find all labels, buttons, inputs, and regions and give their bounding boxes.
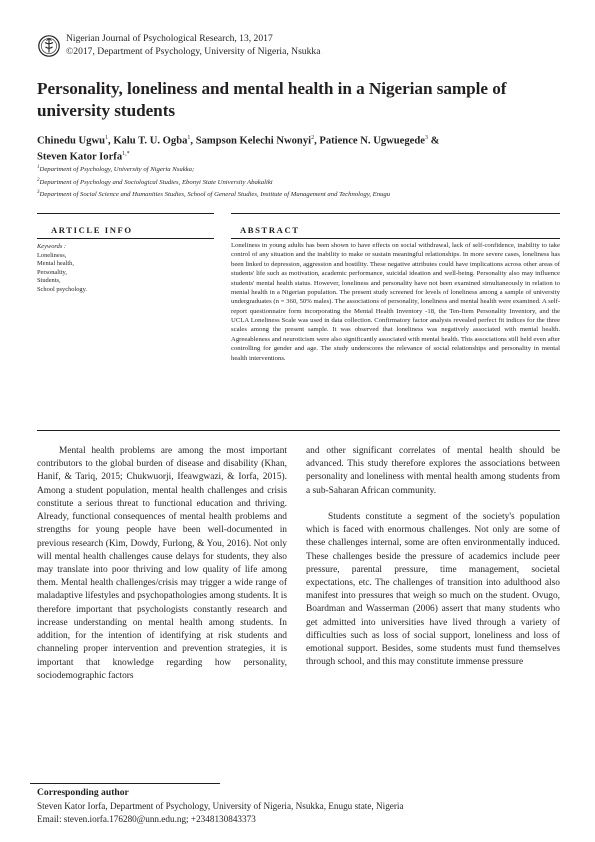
author-affiliation-mark: 1,* (122, 151, 130, 158)
affiliation-text: Department of Psychology, University of Nigeria Nsukka; (39, 166, 195, 174)
affiliation-text: Department of Psychology and Sociological Studies, Ebonyi State University Abakaliki (39, 178, 273, 186)
affiliation-mark: 1 (37, 165, 40, 170)
author-separator: , (314, 135, 320, 147)
author-separator: & (427, 135, 440, 147)
body-paragraph: Mental health problems are among the most important contributors to the global burden of disease and disability (Khan, Hanif, & Tariq, 2015; Chukwuorji, Ifeawgwazi, & Iorfa, 2015). Among a student population, mental health challenges and crisis constitute a serious threat to functional education and thriving. Already, functional consequences of mental health problems and strengths for young people have been well-documented in previous research (Kim, Dowdy, Furlong, & You, 2016). Not only will mental health challenges cause delays for students, they also may translate into poor thriving and low quality of life among them. Mental health challenges/crisis may trigger a wide range of maladaptive lifestyles and psychopathologies among students. It is therefore important that psychologists constantly research and increase understanding on mental health among students. In addition, for the intention of identifying at risk students and channeling proper intervention and prevention strategies, it is important that knowledge regarding how personality, sociodemographic factors (37, 446, 287, 681)
keyword: Mental health, (37, 260, 74, 268)
divider (231, 238, 560, 239)
corresponding-author-details (37, 800, 404, 825)
keyword: Loneliness, (37, 251, 67, 259)
author-affiliation-mark: 1 (187, 135, 191, 141)
affiliation-mark: 2 (37, 177, 40, 183)
author-list (37, 132, 562, 164)
divider (37, 430, 560, 431)
article-info-heading: ARTICLE INFO (51, 225, 133, 235)
divider (30, 783, 220, 784)
affiliation-list (37, 163, 567, 201)
author-separator: , (190, 135, 196, 147)
author-name: Steven Kator Iorfa (37, 151, 123, 163)
body-column-right (306, 445, 560, 670)
affiliation-item (37, 188, 567, 201)
divider (37, 213, 214, 214)
keyword: Personality, (37, 268, 67, 276)
corresponding-author-email: Email: steven.iorfa.176280@unn.edu.ng; +2348130843373 (37, 813, 256, 824)
affiliation-text: Department of Social Science and Humanities Studies, School of General Studies, Institute of Management and Technology, Enugu (39, 191, 391, 199)
abstract-text: Loneliness in young adults has been shown to have effects on social withdrawal, lack of self-confidence, inability to take control of any situation and the inability to make or sustain meaningful relationships. In more severe cases, loneliness has been linked to depression, aggression and hostility. These negative attributes could have implications across other areas of students' life such as motivation, academic performance, suicidal ideation and well-being. Personality also may influence students' mental health status. However, loneliness and personality have not been examined simultaneously in relation to mental health in a Nigerian population. The present study screened for levels of loneliness among a sample of university undergraduates (n = 360, 50% males). The associations of personality, loneliness and mental health were examined. A self-report questionnaire form incorporating the Mental Health Inventory -18, the Ten-Item Personality Inventory, and the UCLA Loneliness Scale was used in data collection. Confirmatory factor analysis revealed perfect fit indices for the three scales among the present sample. It was observed that loneliness was negatively associated with mental health. Agreeableness and neuroticism were also significantly associated with mental health. This associations still held even after controlling for gender and age. The study underscores the relevance of social relationships and personality in mental health interventions. (231, 242, 560, 362)
abstract-heading: ABSTRACT (240, 225, 300, 235)
author-affiliation-mark: 3 (424, 135, 428, 141)
body-paragraph: Students constitute a segment of the society's population which is faced with enormous challenges. Not only are some of these challenges internal, some are often environmentally induced. These challenges beside the pressure of academics include peer pressure, parental pressure, time management, societal expectations, etc. The challenges of transition into adulthood also manifest into pressures that weigh so much on the student. Ovugo, Boardman and Wasserman (2006) assert that many students who get admitted into universities have lived through a variety of difficulties such as loss of social support, loneliness and loss of emotional support. Besides, some students must fund themselves through school, and this may constitute immense pressure (306, 511, 560, 668)
divider (37, 238, 214, 239)
author-affiliation-mark: 2 (311, 135, 315, 141)
author-separator: , (108, 135, 114, 147)
author-affiliation-mark: 1 (105, 135, 109, 141)
journal-copyright: ©2017, Department of Psychology, University of Nigeria, Nsukka (66, 46, 321, 57)
author-name: Chinedu Ugwu (37, 135, 106, 147)
author-name: Patience N. Ugwuegede (319, 135, 425, 147)
corresponding-author-address: Steven Kator Iorfa, Department of Psychology, University of Nigeria, Nsukka, Enugu state, Nigeria (37, 801, 404, 811)
body-column-left (37, 445, 287, 683)
author-name: Sampson Kelechi Nwonyi (195, 135, 312, 147)
university-crest-icon (38, 35, 60, 57)
keywords-block (37, 243, 217, 295)
journal-citation: Nigerian Journal of Psychological Research, 13, 2017 (66, 33, 273, 44)
affiliation-item (37, 163, 567, 176)
keyword: Students, (37, 277, 61, 285)
affiliation-item (37, 176, 567, 189)
paper-title: Personality, loneliness and mental health in a Nigerian sample of university students (37, 79, 507, 120)
divider (231, 213, 560, 214)
author-name: Kalu T. U. Ogba (113, 135, 188, 147)
keywords-label: Keywords : (37, 243, 67, 250)
keyword: School psychology. (37, 285, 87, 293)
body-paragraph: and other significant correlates of mental health should be advanced. This study therefore explores the associations between personality and loneliness with mental health among students from a sub-Saharan African community. (306, 446, 560, 496)
affiliation-mark: 3 (37, 190, 40, 196)
journal-header (66, 32, 320, 58)
corresponding-author-heading: Corresponding author (37, 787, 129, 798)
